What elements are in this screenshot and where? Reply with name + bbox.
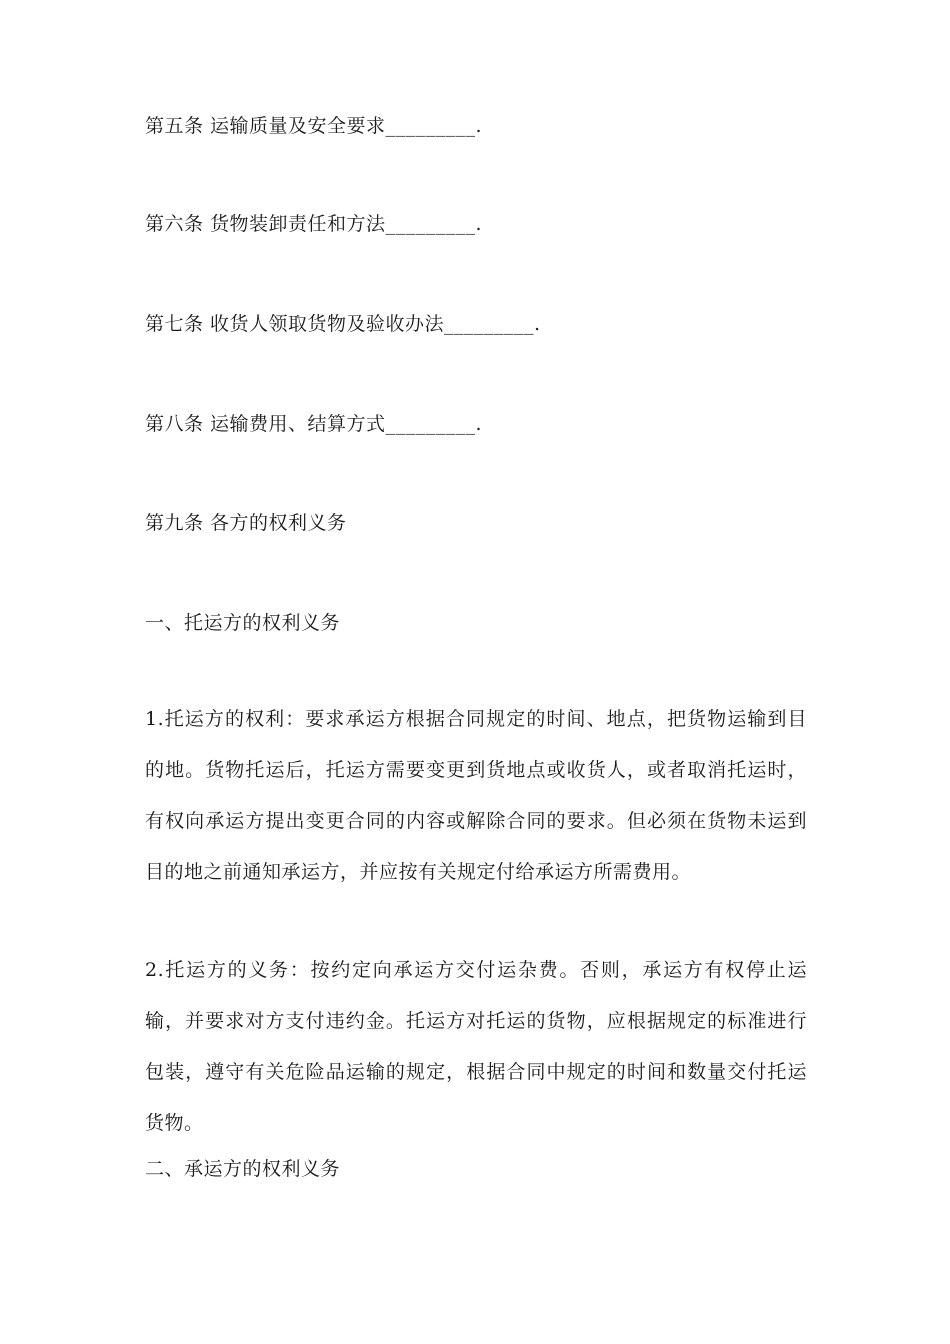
section-one-heading: 一、托运方的权利义务 — [145, 612, 341, 634]
item-1-paragraph: 1.托运方的权利：要求承运方根据合同规定的时间、地点，把货物运输到目的地。货物托运后，托运方需要变更到货地点或收货人，或者取消托运时，有权向承运方提出变更合同的内容或解除合同的要求。但必须在货物未运到目的地之前通知承运方，并应按有关规定付给承运方所需费用。 — [145, 708, 807, 883]
clause-9: 第九条 各方的权利义务 — [145, 512, 347, 534]
item-2-paragraph: 2.托运方的义务：按约定向承运方交付运杂费。否则，承运方有权停止运输，并要求对方支付违约金。托运方对托运的货物，应根据规定的标准进行包装，遵守有关危险品运输的规定，根据合同中规定的时间和数量交付托运货物。 — [145, 959, 807, 1134]
section-two-heading: 二、承运方的权利义务 — [145, 1158, 341, 1180]
clause-6: 第六条 货物装卸责任和方法_________. — [145, 213, 483, 235]
clause-7: 第七条 收货人领取货物及验收办法_________. — [145, 313, 541, 335]
clause-8: 第八条 运输费用、结算方式_________. — [145, 413, 483, 435]
clause-5: 第五条 运输质量及安全要求_________. — [145, 115, 483, 137]
